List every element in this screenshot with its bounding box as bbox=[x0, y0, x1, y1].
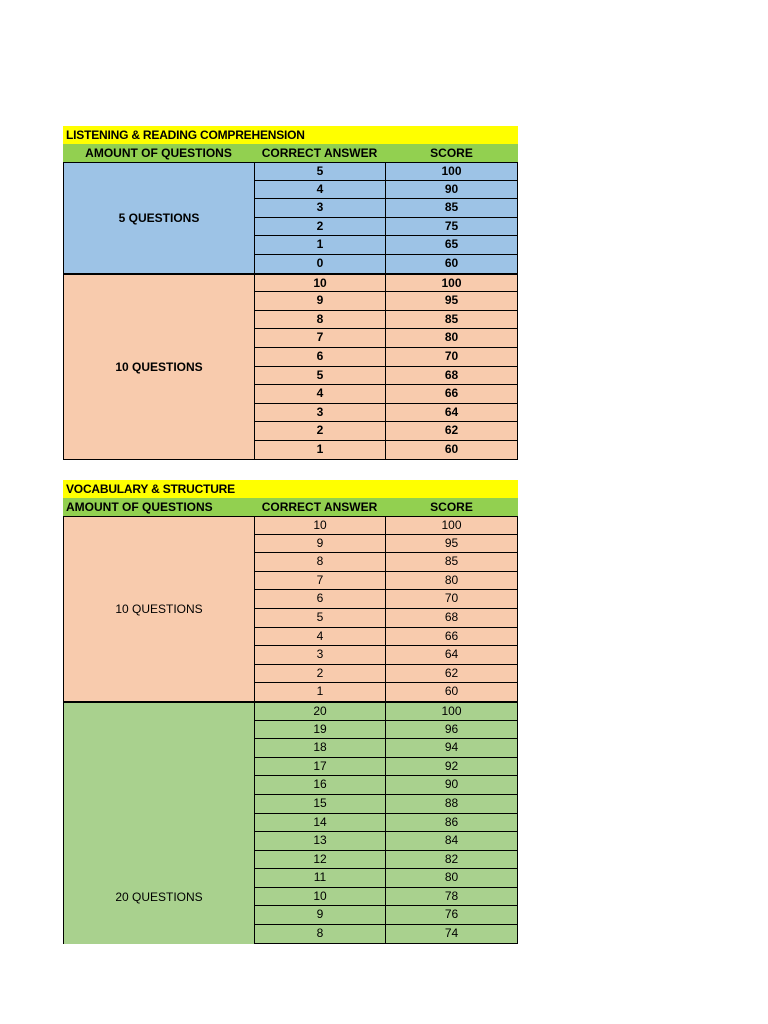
correct-answer-cell: 9 bbox=[254, 292, 385, 311]
correct-answer-cell: 1 bbox=[254, 441, 385, 460]
correct-answer-cell: 12 bbox=[254, 851, 385, 870]
correct-answer-cell: 3 bbox=[254, 199, 385, 218]
correct-answer-cell: 20 bbox=[254, 702, 385, 721]
group-label: 20 QUESTIONS bbox=[63, 702, 254, 944]
score-cell: 92 bbox=[385, 758, 518, 777]
table-row bbox=[254, 851, 518, 870]
score-cell: 62 bbox=[385, 422, 518, 441]
header-score: SCORE bbox=[430, 500, 473, 514]
table-row bbox=[254, 292, 518, 311]
table-row bbox=[254, 869, 518, 888]
group-label: 5 QUESTIONS bbox=[63, 162, 254, 274]
score-cell: 60 bbox=[385, 255, 518, 274]
group-label: 10 QUESTIONS bbox=[63, 516, 254, 702]
table-row bbox=[254, 683, 518, 702]
table-row bbox=[254, 906, 518, 925]
table-row bbox=[254, 348, 518, 367]
correct-answer-cell: 2 bbox=[254, 422, 385, 441]
table-body bbox=[63, 516, 518, 944]
table-row bbox=[254, 776, 518, 795]
table-row bbox=[254, 572, 518, 591]
question-group bbox=[63, 274, 518, 460]
score-cell: 85 bbox=[385, 553, 518, 572]
table-row bbox=[254, 162, 518, 181]
question-group bbox=[63, 516, 518, 702]
correct-answer-cell: 1 bbox=[254, 236, 385, 255]
score-cell: 64 bbox=[385, 646, 518, 665]
table-row bbox=[254, 181, 518, 200]
score-cell: 70 bbox=[385, 590, 518, 609]
table-row bbox=[254, 311, 518, 330]
correct-answer-cell: 5 bbox=[254, 162, 385, 181]
table-row bbox=[254, 404, 518, 423]
header-score: SCORE bbox=[430, 146, 473, 160]
table-row bbox=[254, 646, 518, 665]
correct-answer-cell: 10 bbox=[254, 516, 385, 535]
score-cell: 84 bbox=[385, 832, 518, 851]
correct-answer-cell: 6 bbox=[254, 348, 385, 367]
score-cell: 60 bbox=[385, 441, 518, 460]
table-row bbox=[254, 888, 518, 907]
score-cell: 90 bbox=[385, 776, 518, 795]
score-cell: 82 bbox=[385, 851, 518, 870]
score-cell: 65 bbox=[385, 236, 518, 255]
table-row bbox=[254, 385, 518, 404]
score-cell: 75 bbox=[385, 218, 518, 237]
correct-answer-cell: 14 bbox=[254, 814, 385, 833]
table-body bbox=[63, 162, 518, 460]
header-row bbox=[63, 144, 518, 162]
vocabulary-structure-table bbox=[63, 480, 518, 944]
correct-answer-cell: 5 bbox=[254, 367, 385, 386]
score-cell: 80 bbox=[385, 869, 518, 888]
correct-answer-cell: 11 bbox=[254, 869, 385, 888]
table-row bbox=[254, 218, 518, 237]
group-label: 10 QUESTIONS bbox=[63, 274, 254, 460]
correct-answer-cell: 7 bbox=[254, 329, 385, 348]
question-group bbox=[63, 162, 518, 274]
score-cell: 70 bbox=[385, 348, 518, 367]
correct-answer-cell: 10 bbox=[254, 274, 385, 293]
score-cell: 76 bbox=[385, 906, 518, 925]
section-title: VOCABULARY & STRUCTURE bbox=[63, 480, 518, 498]
score-cell: 96 bbox=[385, 721, 518, 740]
score-cell: 100 bbox=[385, 274, 518, 293]
correct-answer-cell: 16 bbox=[254, 776, 385, 795]
correct-answer-cell: 8 bbox=[254, 311, 385, 330]
header-amount: AMOUNT OF QUESTIONS bbox=[85, 146, 232, 160]
correct-answer-cell: 9 bbox=[254, 906, 385, 925]
correct-answer-cell: 0 bbox=[254, 255, 385, 274]
correct-answer-cell: 4 bbox=[254, 385, 385, 404]
correct-answer-cell: 2 bbox=[254, 218, 385, 237]
score-cell: 100 bbox=[385, 516, 518, 535]
correct-answer-cell: 6 bbox=[254, 590, 385, 609]
score-cell: 85 bbox=[385, 311, 518, 330]
correct-answer-cell: 2 bbox=[254, 665, 385, 684]
correct-answer-cell: 4 bbox=[254, 628, 385, 647]
table-row bbox=[254, 832, 518, 851]
header-row bbox=[63, 498, 518, 516]
header-correct: CORRECT ANSWER bbox=[261, 146, 378, 160]
score-cell: 95 bbox=[385, 292, 518, 311]
score-cell: 85 bbox=[385, 199, 518, 218]
table-row bbox=[254, 329, 518, 348]
section-title: LISTENING & READING COMPREHENSION bbox=[63, 126, 518, 144]
table-row bbox=[254, 609, 518, 628]
listening-reading-table bbox=[63, 126, 518, 460]
correct-answer-cell: 4 bbox=[254, 181, 385, 200]
table-row bbox=[254, 814, 518, 833]
score-cell: 86 bbox=[385, 814, 518, 833]
table-row bbox=[254, 758, 518, 777]
table-row bbox=[254, 422, 518, 441]
correct-answer-cell: 1 bbox=[254, 683, 385, 702]
score-cell: 60 bbox=[385, 683, 518, 702]
table-row bbox=[254, 367, 518, 386]
header-correct: CORRECT ANSWER bbox=[261, 500, 378, 514]
correct-answer-cell: 15 bbox=[254, 795, 385, 814]
table-row bbox=[254, 236, 518, 255]
correct-answer-cell: 19 bbox=[254, 721, 385, 740]
table-row bbox=[254, 255, 518, 274]
score-cell: 68 bbox=[385, 609, 518, 628]
table-row bbox=[254, 553, 518, 572]
score-cell: 88 bbox=[385, 795, 518, 814]
correct-answer-cell: 8 bbox=[254, 553, 385, 572]
table-row bbox=[254, 795, 518, 814]
question-group bbox=[63, 702, 518, 944]
score-cell: 100 bbox=[385, 702, 518, 721]
correct-answer-cell: 13 bbox=[254, 832, 385, 851]
correct-answer-cell: 3 bbox=[254, 646, 385, 665]
table-row bbox=[254, 274, 518, 293]
score-cell: 94 bbox=[385, 739, 518, 758]
correct-answer-cell: 9 bbox=[254, 535, 385, 554]
score-cell: 95 bbox=[385, 535, 518, 554]
header-amount: AMOUNT OF QUESTIONS bbox=[66, 500, 213, 514]
score-cell: 74 bbox=[385, 925, 518, 944]
table-row bbox=[254, 535, 518, 554]
correct-answer-cell: 3 bbox=[254, 404, 385, 423]
correct-answer-cell: 18 bbox=[254, 739, 385, 758]
correct-answer-cell: 10 bbox=[254, 888, 385, 907]
score-cell: 68 bbox=[385, 367, 518, 386]
score-cell: 78 bbox=[385, 888, 518, 907]
score-cell: 66 bbox=[385, 628, 518, 647]
correct-answer-cell: 7 bbox=[254, 572, 385, 591]
table-row bbox=[254, 516, 518, 535]
score-cell: 62 bbox=[385, 665, 518, 684]
correct-answer-cell: 8 bbox=[254, 925, 385, 944]
correct-answer-cell: 17 bbox=[254, 758, 385, 777]
table-row bbox=[254, 925, 518, 944]
score-cell: 66 bbox=[385, 385, 518, 404]
score-cell: 100 bbox=[385, 162, 518, 181]
table-row bbox=[254, 590, 518, 609]
table-row bbox=[254, 665, 518, 684]
table-row bbox=[254, 199, 518, 218]
score-cell: 64 bbox=[385, 404, 518, 423]
table-row bbox=[254, 441, 518, 460]
table-row bbox=[254, 721, 518, 740]
table-row bbox=[254, 628, 518, 647]
table-row bbox=[254, 739, 518, 758]
correct-answer-cell: 5 bbox=[254, 609, 385, 628]
table-row bbox=[254, 702, 518, 721]
score-cell: 80 bbox=[385, 329, 518, 348]
score-cell: 80 bbox=[385, 572, 518, 591]
score-cell: 90 bbox=[385, 181, 518, 200]
